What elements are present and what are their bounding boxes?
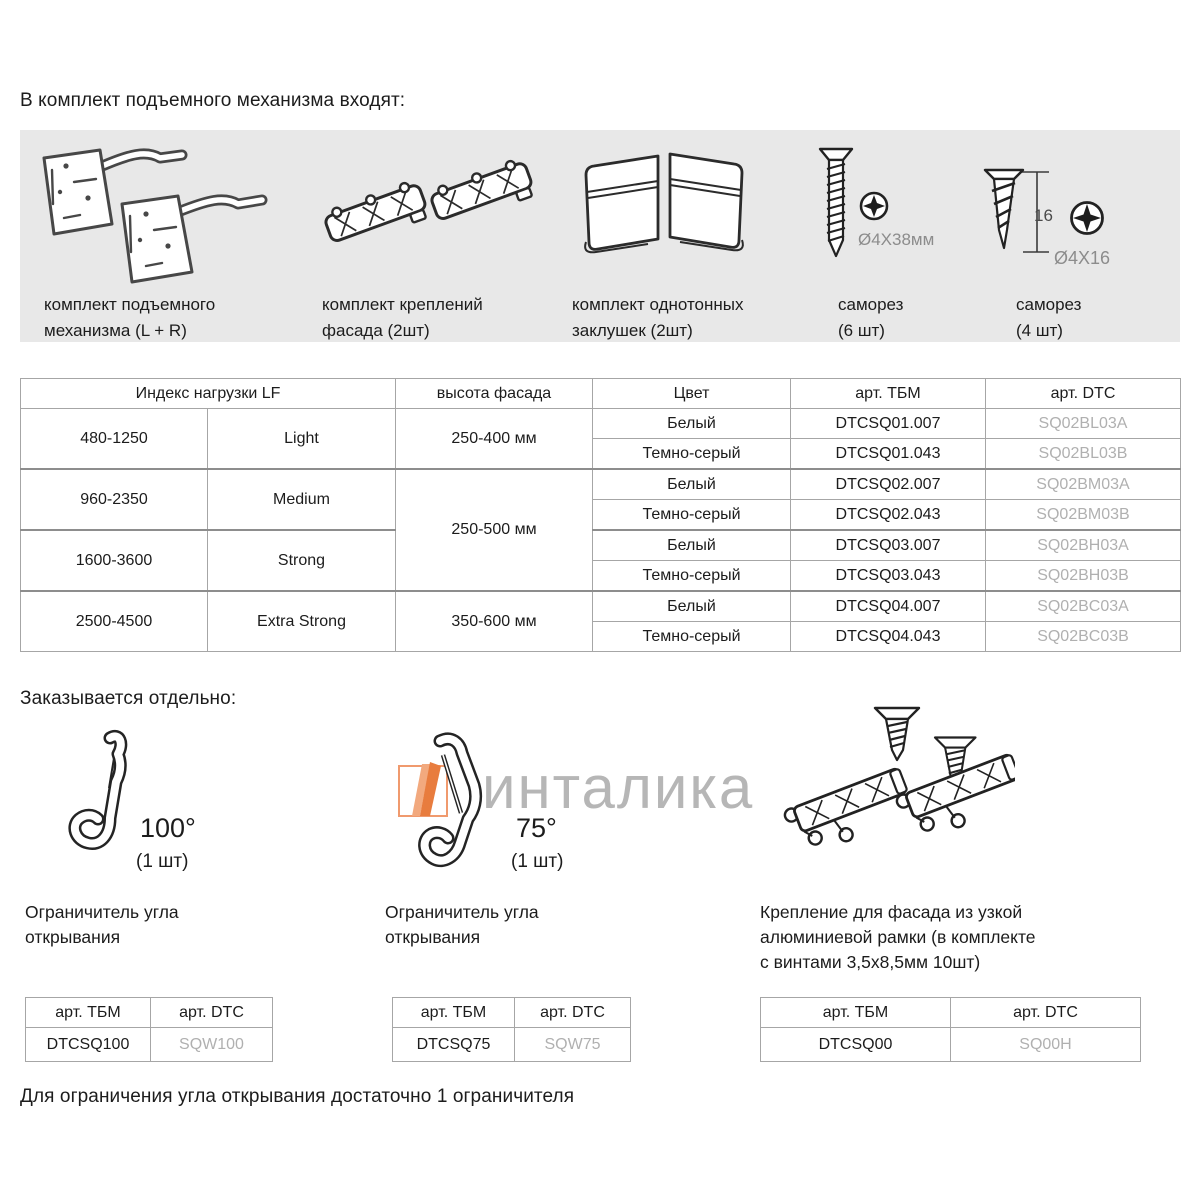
facade-fastener-illustration [312,158,542,273]
mini-header-art-dtc: арт. DTC [951,998,1141,1028]
narrow-frame-fastener-illustration [775,700,1015,892]
label-line: алюминиевой рамки (в комплекте [760,927,1036,947]
art-tbm-cell: DTCSQ75 [393,1028,515,1062]
color-cell: Белый [593,530,791,561]
table-row [393,1028,631,1062]
footnote: Для ограничения угла открывания достаточно 1 ограничителя [20,1086,575,1107]
color-cell: Белый [593,591,791,622]
limiter-angle-value: 100° [140,813,196,843]
table-row [761,1028,1141,1062]
art-dtc-cell: SQW75 [515,1028,631,1062]
frame-fastener-art-table [760,997,1141,1062]
mini-header-art-dtc: арт. DTC [151,998,273,1028]
art-tbm-cell: DTCSQ01.007 [791,409,986,439]
table-row [26,1028,273,1062]
table-row [21,469,1181,500]
col-header-facade-height: высота фасада [396,379,593,409]
art-tbm-cell: DTCSQ02.043 [791,500,986,531]
art-tbm-cell: DTCSQ04.043 [791,622,986,652]
caption-line: (6 шт) [838,321,885,340]
caption-line: саморез [838,295,904,314]
color-cell: Белый [593,469,791,500]
intro-heading: В комплект подъемного механизма входят: [20,90,406,111]
art-dtc-cell: SQ02BH03A [986,530,1181,561]
facade-height-cell: 350-600 мм [396,591,593,652]
load-class-cell: Medium [208,469,396,530]
art-dtc-cell: SQ02BL03A [986,409,1181,439]
caption-line: механизма (L + R) [44,321,187,340]
art-dtc-cell: SQ02BH03B [986,561,1181,592]
col-header-load-index: Индекс нагрузки LF [21,379,396,409]
color-cell: Темно-серый [593,561,791,592]
frame-fastener-label [760,900,1036,975]
load-range-cell: 1600-3600 [21,530,208,591]
table-row [21,409,1181,439]
table-header-row [761,998,1141,1028]
art-dtc-cell: SQ02BL03B [986,439,1181,470]
art-tbm-cell: DTCSQ100 [26,1028,151,1062]
art-tbm-cell: DTCSQ00 [761,1028,951,1062]
facade-height-cell: 250-500 мм [396,469,593,591]
label-line: Ограничитель угла [385,902,539,922]
label-line: открывания [25,927,121,947]
caption-line: комплект однотонных [572,295,744,314]
art-dtc-cell: SQ00H [951,1028,1141,1062]
mini-header-art-dtc: арт. DTC [515,998,631,1028]
art-dtc-cell: SQ02BM03B [986,500,1181,531]
screw-dimension-label: Ø4X16 [1054,248,1111,268]
spec-table [20,378,1181,652]
col-header-art-dtc: арт. DTC [986,379,1181,409]
caption-line: фасада (2шт) [322,321,430,340]
caption-line: заклушек (2шт) [572,321,693,340]
art-dtc-cell: SQ02BC03A [986,591,1181,622]
art-dtc-cell: SQ02BM03A [986,469,1181,500]
mini-header-art-tbm: арт. ТБМ [393,998,515,1028]
screw-length-label: 16 [1034,206,1053,225]
col-header-art-tbm: арт. ТБМ [791,379,986,409]
limiter-angle-value: 75° [516,813,557,843]
separate-heading: Заказывается отдельно: [20,688,237,709]
kit-item-caption [1016,292,1081,344]
limiter-qty: (1 шт) [136,851,189,872]
art-tbm-cell: DTCSQ02.007 [791,469,986,500]
limiter-label [385,900,539,950]
load-class-cell: Light [208,409,396,470]
table-row [21,591,1181,622]
table-header-row [21,379,1181,409]
color-cell: Белый [593,409,791,439]
art-tbm-cell: DTCSQ03.007 [791,530,986,561]
limiter-label [25,900,179,950]
kit-item-caption [572,292,744,344]
kit-item-caption [838,292,903,344]
art-tbm-cell: DTCSQ03.043 [791,561,986,592]
art-dtc-cell: SQ02BC03B [986,622,1181,652]
limiter-qty: (1 шт) [511,851,564,872]
col-header-color: Цвет [593,379,791,409]
caption-line: (4 шт) [1016,321,1063,340]
color-cell: Темно-серый [593,439,791,470]
load-range-cell: 2500-4500 [21,591,208,652]
color-cell: Темно-серый [593,622,791,652]
screw-dimension-label: Ø4X38мм [858,230,935,249]
angle-limiter-100-illustration [58,722,143,880]
load-range-cell: 960-2350 [21,469,208,530]
mini-header-art-tbm: арт. ТБМ [761,998,951,1028]
art-tbm-cell: DTCSQ01.043 [791,439,986,470]
kit-item-caption [322,292,483,344]
label-line: Ограничитель угла [25,902,179,922]
limiter-75-art-table [392,997,631,1062]
load-range-cell: 480-1250 [21,409,208,470]
kit-contents-banner [20,130,1180,342]
angle-limiter-75-illustration [410,727,510,895]
art-tbm-cell: DTCSQ04.007 [791,591,986,622]
watermark-text: инталика [482,754,755,821]
caption-line: комплект креплений [322,295,483,314]
label-line: с винтами 3,5х8,5мм 10шт) [760,952,981,972]
load-class-cell: Strong [208,530,396,591]
lift-mechanism-illustration [30,142,330,290]
caption-line: комплект подъемного [44,295,216,314]
plug-kit-illustration [570,150,770,268]
mini-header-art-tbm: арт. ТБМ [26,998,151,1028]
table-row [21,530,1181,561]
facade-height-cell: 250-400 мм [396,409,593,470]
label-line: Крепление для фасада из узкой [760,902,1023,922]
caption-line: саморез [1016,295,1082,314]
art-dtc-cell: SQW100 [151,1028,273,1062]
color-cell: Темно-серый [593,500,791,531]
table-header-row [26,998,273,1028]
load-class-cell: Extra Strong [208,591,396,652]
limiter-100-art-table [25,997,273,1062]
label-line: открывания [385,927,481,947]
kit-item-caption [44,292,215,344]
table-header-row [393,998,631,1028]
